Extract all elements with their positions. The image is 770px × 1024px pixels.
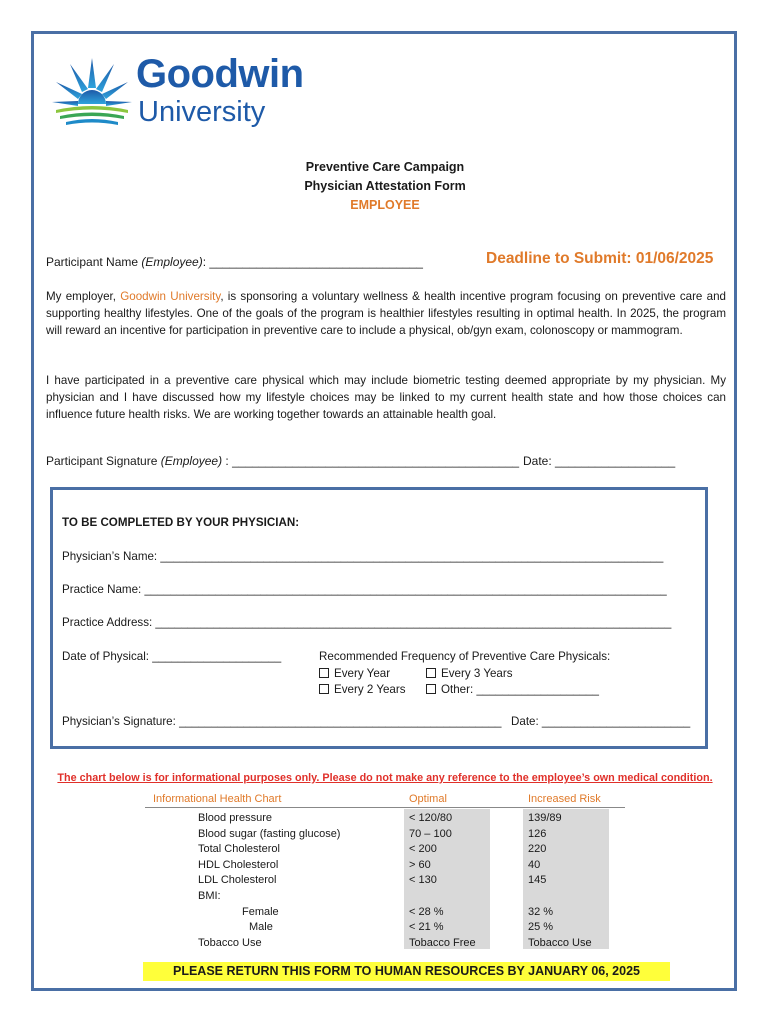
date-of-physical-field[interactable]: Date of Physical: ____________________: [62, 650, 282, 663]
checkbox-icon[interactable]: [426, 684, 436, 694]
chart-row-optimal: < 120/80: [409, 812, 453, 824]
physician-signature-field[interactable]: Physician’s Signature: __________________________________________________: [62, 715, 502, 728]
chart-row-label: Blood sugar (fasting glucose): [198, 827, 341, 840]
participant-date-line[interactable]: Date: __________________: [523, 454, 676, 468]
other-label: Other: ___________________: [441, 683, 599, 696]
chart-header-risk: Increased Risk: [528, 793, 601, 805]
chart-row-optimal: > 60: [409, 858, 431, 871]
chart-row-optimal: Tobacco Free: [409, 936, 476, 949]
chart-row-risk: 32 %: [528, 905, 554, 918]
chart-row-label: Total Cholesterol: [198, 843, 280, 856]
practice-address-field[interactable]: Practice Address: ________________________________________________________________________________: [62, 616, 672, 629]
chart-row-label: Male: [249, 921, 273, 934]
form-title-employee: EMPLOYEE: [350, 198, 420, 212]
recommended-frequency-label: Recommended Frequency of Preventive Care Physicals:: [319, 650, 611, 663]
participant-name-blank[interactable]: : ________________________________: [202, 255, 423, 269]
physician-section: [50, 487, 708, 749]
program-paragraph: [46, 288, 726, 339]
chart-row-risk: 139/89: [528, 812, 562, 824]
physician-date-field[interactable]: Date: _______________________: [511, 715, 691, 728]
chart-row-risk: 145: [528, 874, 547, 887]
deadline-text: Deadline to Submit: 01/06/2025: [486, 250, 714, 267]
chart-header-optimal: Optimal: [409, 793, 447, 805]
attestation-paragraph: I have participated in a preventive care physical which may include biometric testing deemed appropriate by my physician. My physician and I have discussed how my lifestyle choices may be linked to my current health state and how those choices can influence future health risks. We are working together towards an attainable health goal.: [46, 374, 726, 421]
chart-row-label: Blood pressure: [198, 812, 272, 824]
signature-label-italic: (Employee): [160, 454, 223, 468]
paragraph1-after: , is sponsoring a voluntary wellness & health incentive program focusing on preventive care and supporting healthy lifestyles. One of the goals of the program is healthier lifestyles resulting in optimal health. In 2025, the program will reward an incentive for participation in preventive care to include a physical, ob/gyn exam, colonoscopy or mammogram.: [46, 290, 726, 337]
chart-row-optimal: < 28 %: [409, 905, 444, 918]
paragraph1-before: My employer,: [46, 290, 121, 303]
logo-text-goodwin: Goodwin: [136, 52, 304, 96]
informational-note: The chart below is for informational purposes only. Please do not make any reference to the employee’s own medical condition.: [57, 772, 713, 784]
participant-name-line[interactable]: [46, 255, 423, 269]
chart-header-divider: [145, 807, 625, 808]
signature-label: Participant Signature: [46, 454, 161, 468]
chart-row-optimal: 70 – 100: [409, 827, 452, 840]
checkbox-other[interactable]: [426, 683, 599, 696]
form-title-attestation: Physician Attestation Form: [304, 179, 466, 193]
participant-name-label: Participant Name: [46, 255, 142, 269]
chart-row-optimal: < 21 %: [409, 921, 444, 934]
chart-row-risk: Tobacco Use: [528, 936, 592, 949]
physician-name-field[interactable]: Physician’s Name: ______________________________________________________________________________: [62, 550, 664, 563]
chart-row-optimal: < 130: [409, 874, 437, 887]
every-3-years-label: Every 3 Years: [441, 667, 513, 680]
return-instruction: PLEASE RETURN THIS FORM TO HUMAN RESOURCES BY JANUARY 06, 2025: [143, 962, 670, 981]
checkbox-every-3-years[interactable]: [426, 667, 513, 680]
logo-text-university: University: [138, 96, 266, 128]
physician-heading: TO BE COMPLETED BY YOUR PHYSICIAN:: [62, 516, 300, 529]
employer-name: Goodwin University: [120, 290, 221, 303]
checkbox-icon[interactable]: [426, 668, 436, 678]
chart-row-risk: 220: [528, 843, 547, 856]
checkbox-every-2-years[interactable]: [319, 683, 406, 696]
chart-row-risk: 40: [528, 858, 541, 871]
participant-name-label-italic: (Employee): [141, 255, 203, 269]
form-title-campaign: Preventive Care Campaign: [305, 160, 465, 174]
chart-row-label: Tobacco Use: [198, 936, 262, 949]
chart-header-title: Informational Health Chart: [153, 793, 282, 805]
chart-row-risk: 25 %: [528, 921, 554, 934]
checkbox-icon[interactable]: [319, 684, 329, 694]
checkbox-every-year[interactable]: [319, 667, 390, 680]
participant-signature-line[interactable]: [46, 454, 519, 468]
every-year-label: Every Year: [334, 667, 391, 680]
chart-row-label: HDL Cholesterol: [198, 858, 279, 871]
chart-row-optimal: < 200: [409, 843, 437, 856]
checkbox-icon[interactable]: [319, 668, 329, 678]
chart-row-label: LDL Cholesterol: [198, 874, 277, 887]
logo-sun-icon: [50, 52, 134, 136]
chart-row-label: BMI:: [198, 890, 221, 902]
goodwin-logo: [50, 52, 330, 136]
signature-blank[interactable]: : ___________________________________________: [222, 454, 520, 468]
chart-row-risk: 126: [528, 827, 547, 840]
chart-row-label: Female: [242, 905, 279, 918]
practice-name-field[interactable]: Practice Name: _________________________________________________________________________________: [62, 583, 667, 596]
every-2-years-label: Every 2 Years: [334, 683, 406, 696]
